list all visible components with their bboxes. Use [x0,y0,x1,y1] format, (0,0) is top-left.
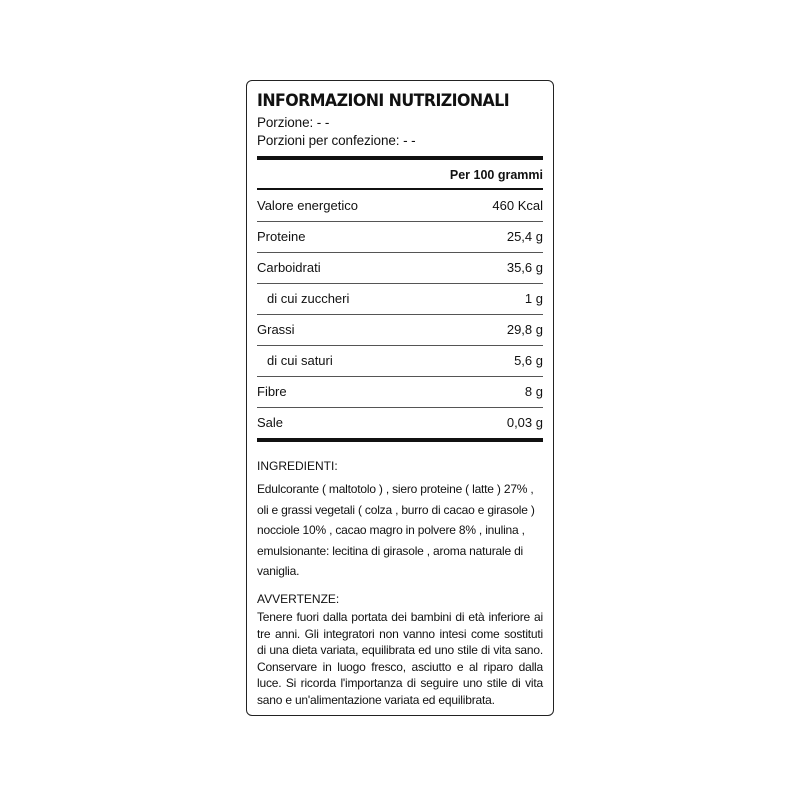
nutrient-value: 5,6 g [514,353,543,368]
nutrient-row-energy [257,192,543,220]
nutrient-name: Grassi [257,322,295,337]
nutrient-name: Carboidrati [257,260,321,275]
nutrient-name: Sale [257,415,284,430]
nutrient-name: Fibre [257,384,287,399]
nutrient-value: 8 g [524,384,543,399]
nutrient-row-sugars [257,285,543,313]
nutrient-value: 0,03 g [506,415,543,430]
ingredients-title: INGREDIENTI: [257,459,338,473]
warnings-text: Tenere fuori dalla portata dei bambini di età inferiore ai tre anni. Gli integratori non vanno intesi come sostituti di una dieta variata, equilibrata ed uno stile di vita sano. Conservare in luogo fresco, asciutto e al riparo dalla luce. Si ricorda l'importanza di seguire uno stile di vita sano e un'alimentazione variata ed equilibrata. [257,610,543,707]
ingredients-text: Edulcorante ( maltotolo ) , siero proteine ( latte ) 27% , oli e grassi vegetali ( colza , burro di cacao e girasole ) nocciole 10% , cacao magro in polvere 8% , inulina , emulsionante: lecitina di girasole , aroma naturale di vaniglia. [257,482,535,578]
bottom-thick-divider [257,438,543,442]
nutrient-name: di cui zuccheri [267,291,350,306]
top-thick-divider [257,156,543,160]
label-title: INFORMAZIONI NUTRIZIONALI [257,91,510,111]
nutrient-row-fat [257,316,543,344]
warnings-title: AVVERTENZE: [257,592,340,606]
row-divider [257,252,543,253]
nutrient-value: 460 Kcal [492,198,543,213]
nutrient-row-fibre [257,378,543,406]
row-divider [257,407,543,408]
nutrient-name: Proteine [257,229,306,244]
row-divider [257,314,543,315]
nutrient-name: di cui saturi [267,353,333,368]
nutrient-row-carbs [257,254,543,282]
serving-size: Porzione: - - [257,115,330,130]
nutrition-label [246,80,554,716]
row-divider [257,221,543,222]
nutrient-value: 29,8 g [506,322,543,337]
nutrient-row-saturated [257,347,543,375]
servings-per-pack: Porzioni per confezione: - - [257,133,416,148]
row-divider [257,345,543,346]
header-divider [257,188,543,190]
column-header: Per 100 grammi [449,168,543,182]
nutrient-row-salt [257,409,543,437]
nutrient-value: 1 g [524,291,543,306]
nutrient-value: 25,4 g [506,229,543,244]
nutrient-value: 35,6 g [506,260,543,275]
row-divider [257,376,543,377]
row-divider [257,283,543,284]
column-header-row [257,161,543,189]
nutrient-name: Valore energetico [257,198,358,213]
nutrient-row-protein [257,223,543,251]
